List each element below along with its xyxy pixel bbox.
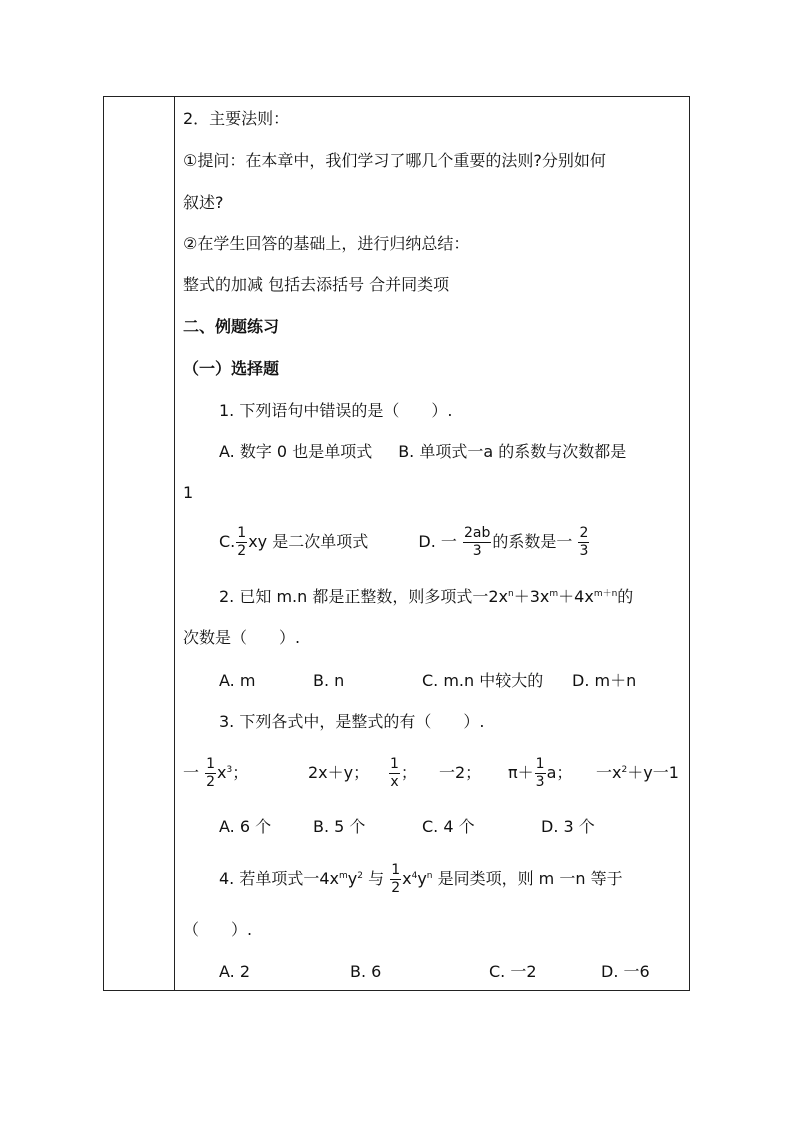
- q3-stem: 3. 下列各式中，是整式的有（ ）.: [219, 712, 485, 731]
- fraction: $\frac{1}{x}$: [390, 756, 399, 790]
- q3-expr-5: π＋ $\frac{1}{3}$ a；: [508, 756, 573, 790]
- q1-option-b-continued: 1: [183, 483, 194, 502]
- q3-option-c: C. 4 个: [422, 817, 475, 836]
- rules-heading: 2．主要法则：: [183, 109, 290, 128]
- fraction: $\frac{1}{2}$: [391, 862, 401, 896]
- q3-expr-4: 一2；: [439, 763, 482, 782]
- fraction: $\frac{2ab}{3}$: [464, 525, 491, 559]
- q2-stem: 2. 已知 m.n 都是正整数，则多项式一$2x^n+3x^m+4x^{m+n}$的: [219, 587, 634, 606]
- fraction: $\frac{1}{2}$: [206, 756, 216, 790]
- q2-options: [183, 671, 683, 691]
- lesson-table: [103, 96, 690, 991]
- rules-summary-intro: ②在学生回答的基础上，进行归纳总结：: [183, 234, 470, 253]
- rules-summary: 整式的加减 包括去添括号 合并同类项: [183, 275, 450, 294]
- q4-option-c: C. 一2: [489, 962, 537, 981]
- q2-option-d: D. m＋n: [572, 671, 637, 690]
- q1-option-a: A. 数字 0 也是单项式: [219, 442, 373, 461]
- q3-option-a: A. 6 个: [219, 817, 272, 836]
- q1-options-ab: [219, 442, 626, 462]
- q1-option-d: D. 一 $\frac{2ab}{3}$ 的系数是一 $\frac{2}{3}$: [418, 525, 589, 559]
- q1-option-c: C. $\frac{1}{2}$ xy 是二次单项式: [219, 525, 369, 559]
- q2-option-b: B. n: [313, 671, 345, 690]
- fraction: $\frac{1}{3}$: [535, 756, 545, 790]
- q4-stem: 4. 若单项式一$4x^my^2$ 与 $\frac{1}{2}$ $x^4y^n$ 是同类项，则 m 一n 等于: [219, 862, 623, 896]
- q3-option-d: D. 3 个: [541, 817, 595, 836]
- q3-expr-6: 一$x^2+y$一1: [596, 763, 679, 782]
- q1-stem: 1. 下列语句中错误的是（ ）.: [219, 401, 453, 420]
- column-divider: [174, 97, 175, 990]
- q3-option-b: B. 5 个: [313, 817, 366, 836]
- q4-option-b: B. 6: [350, 962, 382, 981]
- q1-options-cd: [219, 522, 590, 562]
- q3-expr-1: 一 $\frac{1}{2}$ $x^3$；: [183, 756, 249, 790]
- rules-question-line2: 叙述?: [183, 193, 224, 212]
- q4-stem-continued: （ ）.: [183, 920, 253, 939]
- q2-option-a: A. m: [219, 671, 256, 690]
- fraction: $\frac{1}{2}$: [237, 525, 247, 559]
- rules-question-line1: ①提问：在本章中，我们学习了哪几个重要的法则?分别如何: [183, 151, 606, 170]
- q2-stem-continued: 次数是（ ）.: [183, 628, 301, 647]
- q3-expr-2: 2x＋y；: [308, 763, 370, 782]
- q1-option-b: B. 单项式一a 的系数与次数都是: [398, 442, 627, 461]
- q3-expr-3: $\frac{1}{x}$ ；: [390, 756, 417, 790]
- lesson-content-cell: [183, 97, 683, 990]
- q4-options: [183, 962, 683, 982]
- q4-option-a: A. 2: [219, 962, 251, 981]
- q2-option-c: C. m.n 中较大的: [422, 671, 544, 690]
- fraction: $\frac{2}{3}$: [579, 525, 589, 559]
- q3-options: [183, 817, 683, 837]
- section-title: 二、例题练习: [183, 317, 280, 336]
- q4-option-d: D. 一6: [601, 962, 650, 981]
- q3-expressions: [183, 753, 687, 793]
- section-subtitle: （一）选择题: [183, 359, 280, 378]
